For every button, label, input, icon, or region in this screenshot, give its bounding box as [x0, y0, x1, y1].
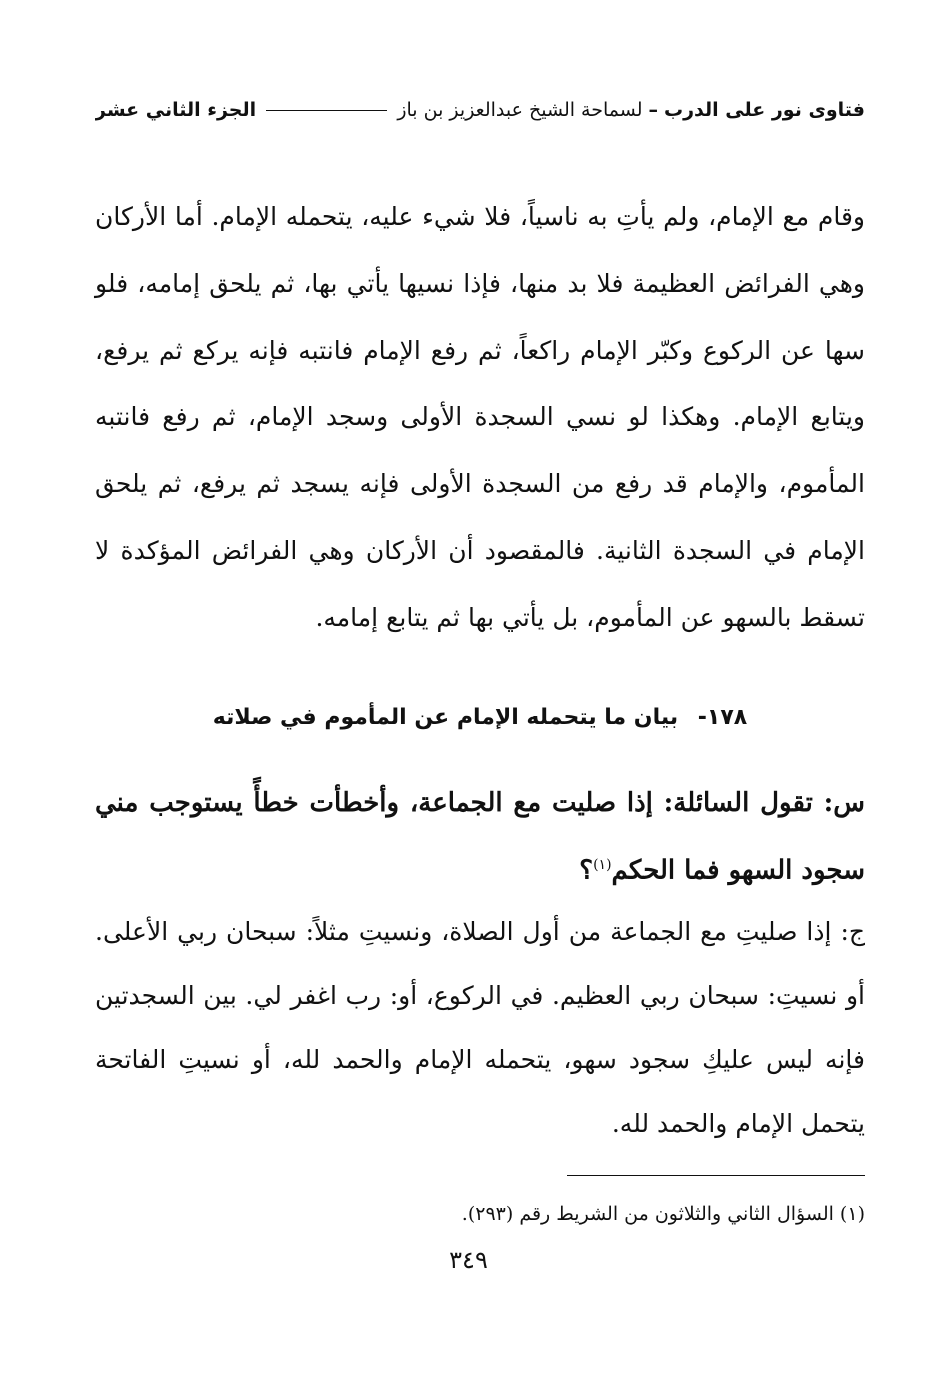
footnote-rule [567, 1175, 865, 1176]
header-separator: – [648, 99, 658, 121]
question-end: ؟ [579, 855, 594, 886]
header-rule [266, 110, 387, 111]
section-title: بيان ما يتحمله الإمام عن المأموم في صلاته [212, 705, 679, 730]
page-number: ٣٤٩ [449, 1246, 488, 1274]
author-name: لسماحة الشيخ عبدالعزيز بن باز [397, 99, 643, 121]
section-number: ١٧٨- [697, 705, 748, 730]
footnote [95, 1198, 865, 1230]
running-header [95, 90, 865, 130]
footnote-text: (١) السؤال الثاني والثلاثون من الشريط رقم (٢٩٣). [461, 1203, 865, 1225]
answer-text: إذا صليتِ مع الجماعة من أول الصلاة، ونسيتِ مثلاً: سبحان ربي الأعلى. أو نسيتِ: سبحان ربي العظيم. في الركوع، أو: رب اغفر لي. بين السجدتين فإنه ليس عليكِ سجود سهو، يتحمله الإمام والحمد لله، أو نسيتِ الفاتحة يتحمل الإمام والحمد لله. [95, 917, 865, 1138]
answer-block [95, 900, 865, 1156]
section-heading [95, 698, 865, 738]
question-block [95, 772, 865, 902]
answer-label: ج: [840, 917, 865, 946]
question-text: تقول السائلة: إذا صليت مع الجماعة، وأخطأت خطأً يستوجب مني سجود السهو فما الحكم [95, 788, 865, 886]
body-paragraph: وقام مع الإمام، ولم يأتِ به ناسياً، فلا شيء عليه، يتحمله الإمام. أما الأركان وهي الفرائض العظيمة فلا بد منها، فإذا نسيها يأتي بها، ثم يلحق إمامه، فلو سها عن الركوع وكبّر الإمام راكعاً، ثم رفع الإمام فانتبه فإنه يركع ثم يرفع، ويتابع الإمام. وهكذا لو نسي السجدة الأولى وسجد الإمام، ثم رفع فانتبه المأموم، والإمام قد رفع من السجدة الأولى فإنه يسجد ثم يرفع، ثم يلحق الإمام في السجدة الثانية. فالمقصود أن الأركان وهي الفرائض المؤكدة لا تسقط بالسهو عن المأموم، بل يأتي بها ثم يتابع إمامه. [95, 202, 865, 632]
footnote-reference: (١) [593, 857, 612, 873]
book-title: فتاوى نور على الدرب [664, 99, 865, 121]
body-text [95, 184, 865, 652]
part-label: الجزء الثاني عشر [95, 99, 257, 121]
question-label: س: [823, 788, 865, 818]
